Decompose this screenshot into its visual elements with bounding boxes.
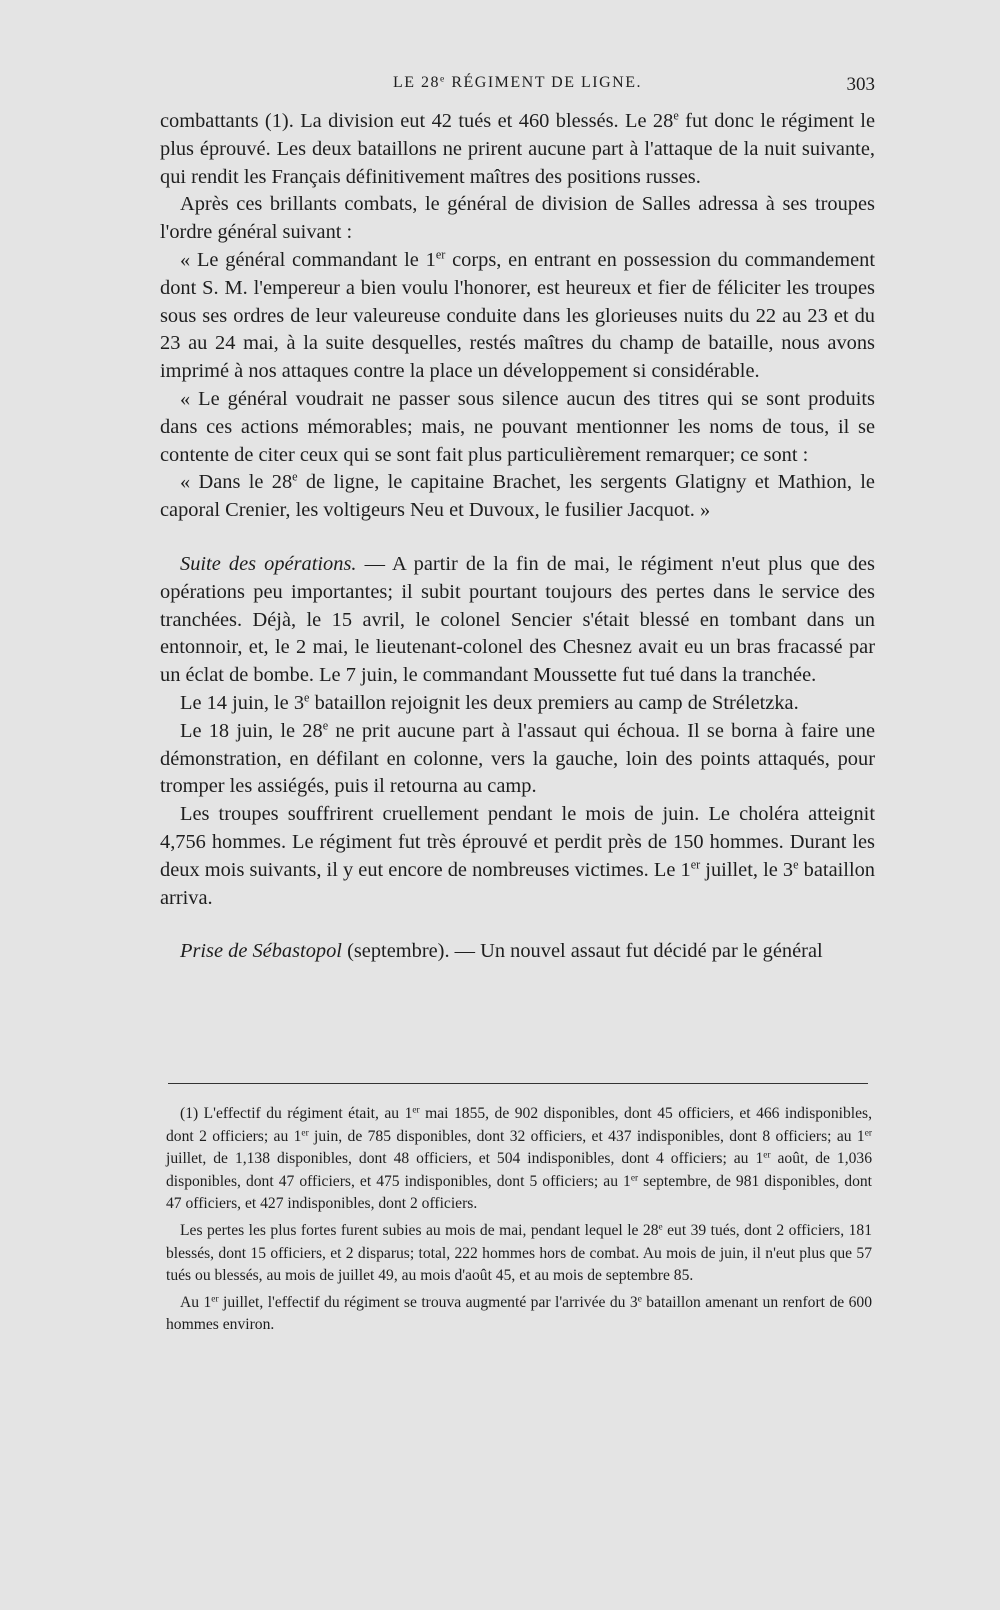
paragraph: combattants (1). La division eut 42 tués et 460 blessés. Le 28e fut donc le régiment le plus éprouvé. Les deux bataillons ne prirent aucune part à l'attaque de la nuit suivante, qui rendit les Français définitivement maîtres des positions russes. [160, 108, 875, 188]
footnote: Les pertes les plus fortes furent subies au mois de mai, pendant lequel le 28e eut 39 tués, dont 2 officiers, 181 blessés, dont 15 officiers, et 2 disparus; total, 222 hommes hors de combat. Au mois de juin, il n'eut plus que 57 tués ou blessés, au mois de juillet 49, au mois d'août 45, et au mois de septembre 85. [166, 1221, 872, 1285]
quote-paragraph: « Le général commandant le 1er corps, en entrant en possession du commandement dont S. M. l'empereur a bien voulu l'honorer, est heureux et fier de féliciter les troupes sous ses ordres de leur valeureuse conduite dans les glorieuses nuits du 22 au 23 et du 23 au 24 mai, à la suite desquelles, restés maîtres du champ de bataille, nous avons imprimé à nos attaques contre la place un développement si considérable. [160, 247, 875, 383]
quote-paragraph: « Le général voudrait ne passer sous silence aucun des titres qui se sont produits dans ces actions mémorables; mais, ne pouvant mentionner les noms de tous, il se contente de citer ceux qui se sont fait plus particulièrement remarquer; ce sont : [160, 387, 875, 466]
page-number: 303 [846, 74, 875, 95]
quote-paragraph: « Dans le 28e de ligne, le capitaine Brachet, les sergents Glatigny et Mathion, le caporal Crenier, les voltigeurs Neu et Duvoux, le fusilier Jacquot. » [160, 470, 875, 522]
paragraph: Après ces brillants combats, le général de division de Salles adressa à ses troupes l'ordre général suivant : [160, 193, 875, 244]
footnote-rule [168, 1083, 868, 1084]
section-paragraph: Suite des opérations. — A partir de la fin de mai, le régiment n'eut plus que des opérations peu importantes; il subit pourtant toujours des pertes dans le service des tranchées. Déjà, le 15 avril, le colonel Sencier s'était blessé en tombant dans un entonnoir, et, le 2 mai, le lieutenant-colonel des Chesnez avait eu un bras fracassé par un éclat de bombe. Le 7 juin, le commandant Moussette fut tué dans la tranchée. [160, 552, 875, 687]
section-paragraph: Prise de Sébastopol (septembre). — Un nouvel assaut fut décidé par le général [180, 940, 823, 963]
section-heading: Suite des opérations. [180, 552, 357, 575]
footnote: (1) L'effectif du régiment était, au 1er mai 1855, de 902 disponibles, dont 45 officiers, et 466 indisponibles, dont 2 officiers; au 1er juin, de 785 disponibles, dont 32 officiers, et 437 indisponibles, dont 8 officiers; au 1er juillet, de 1,138 disponibles, dont 48 officiers, et 504 indisponibles, dont 4 officiers; au 1er août, de 1,036 disponibles, dont 47 officiers, et 475 indisponibles, dont 5 officiers; au 1er septembre, de 981 disponibles, dont 47 officiers, et 427 indisponibles, dont 2 officiers. [166, 1105, 873, 1213]
paragraph: Le 14 juin, le 3e bataillon rejoignit les deux premiers au camp de Stréletzka. [180, 690, 799, 714]
page-header [160, 74, 875, 104]
section-heading: Prise de Sébastopol [180, 940, 342, 963]
body-text [160, 108, 875, 966]
paragraph: Les troupes souffrirent cruellement pendant le mois de juin. Le choléra atteignit 4,756 hommes. Le régiment fut très éprouvé et perdit près de 150 hommes. Durant les deux mois suivants, il y eut encore de nombreuses victimes. Le 1er juillet, le 3e bataillon arriva. [160, 803, 875, 909]
running-title: LE 28e RÉGIMENT DE LIGNE. [393, 73, 642, 91]
paragraph: Le 18 juin, le 28e ne prit aucune part à l'assaut qui échoua. Il se borna à faire une démonstration, en défilant en colonne, vers la gauche, loin des points attaqués, pour tromper les assiégés, puis il retourna au camp. [160, 718, 876, 798]
footnote: Au 1er juillet, l'effectif du régiment se trouva augmenté par l'arrivée du 3e bataillon amenant un renfort de 600 hommes environ. [166, 1293, 872, 1334]
footnotes [166, 1103, 872, 1337]
